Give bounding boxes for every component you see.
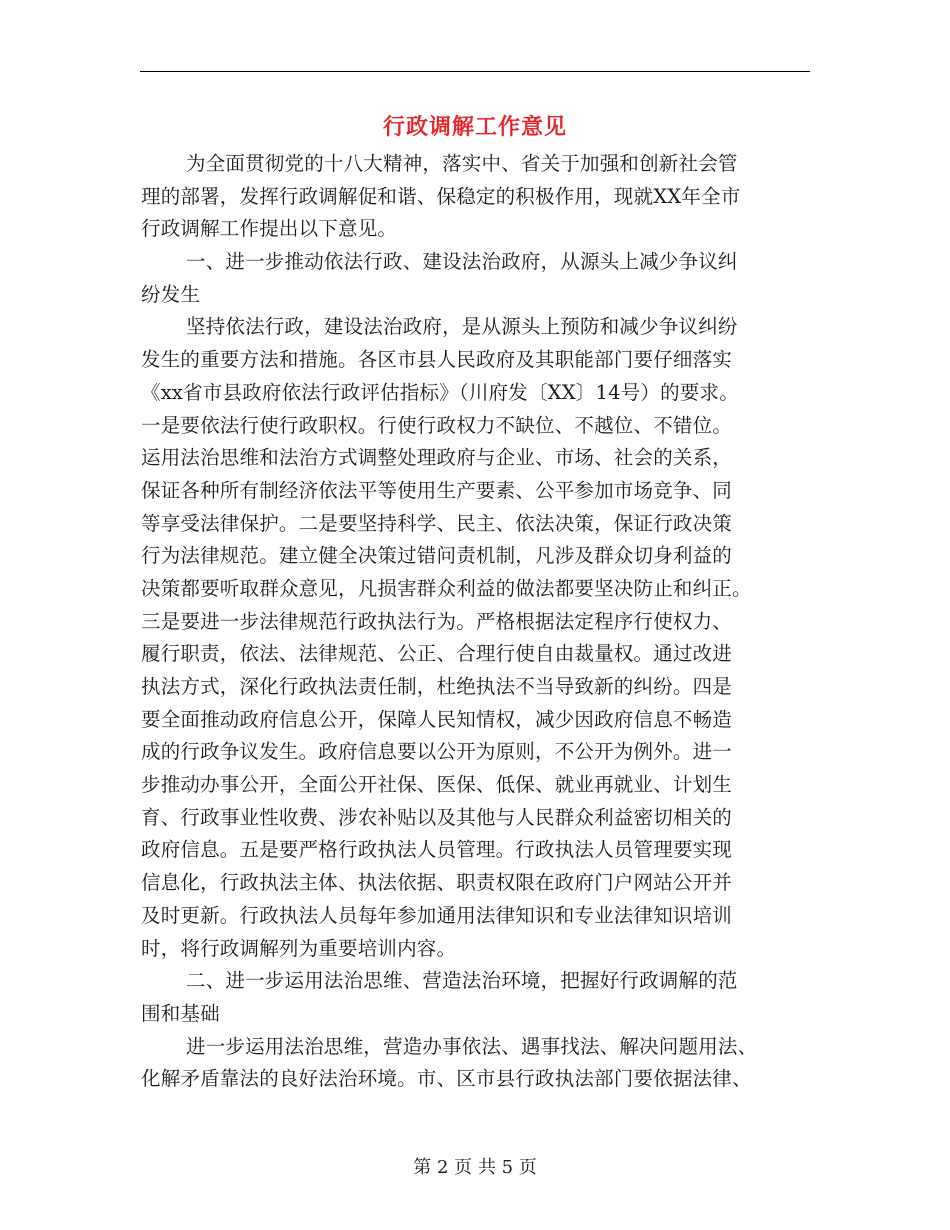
text-line: 履行职责，依法、法律规范、公正、合理行使自由裁量权。通过改进 — [141, 642, 733, 666]
text-line: 进一步运用法治思维，营造办事依法、遇事找法、解决问题用法、 — [186, 1034, 758, 1058]
text-line: 信息化，行政执法主体、执法依据、职责权限在政府门户网站公开并 — [141, 871, 733, 895]
text-line: 决策都要听取群众意见，凡损害群众利益的做法都要坚决防止和纠正。 — [141, 576, 752, 600]
text-line: 《xx省市县政府依法行政评估指标》（川府发〔XX〕14号）的要求。 — [141, 380, 739, 404]
text-line: 化解矛盾靠法的良好法治环境。市、区市县行政执法部门要依据法律、 — [141, 1067, 752, 1091]
header-rule — [140, 71, 810, 72]
text-line: 二、进一步运用法治思维、营造法治环境，把握好行政调解的范 — [186, 969, 738, 993]
text-line: 坚持依法行政，建设法治政府，是从源头上预防和减少争议纠纷 — [186, 315, 738, 339]
text-line: 一是要依法行使行政职权。行使行政权力不缺位、不越位、不错位。 — [141, 413, 733, 437]
text-line: 等享受法律保护。二是要坚持科学、民主、依法决策，保证行政决策 — [141, 511, 733, 535]
text-line: 及时更新。行政执法人员每年参加通用法律知识和专业法律知识培训 — [141, 903, 733, 927]
text-line: 发生的重要方法和措施。各区市县人民政府及其职能部门要仔细落实 — [141, 348, 733, 372]
text-line: 保证各种所有制经济依法平等使用生产要素、公平参加市场竞争、同 — [141, 478, 733, 502]
text-line: 步推动办事公开，全面公开社保、医保、低保、就业再就业、计划生 — [141, 773, 733, 797]
document-title: 行政调解工作意见 — [382, 114, 567, 140]
text-line: 行政调解工作提出以下意见。 — [141, 217, 398, 241]
text-line: 三是要进一步法律规范行政执法行为。严格根据法定程序行使权力、 — [141, 609, 733, 633]
text-line: 为全面贯彻党的十八大精神，落实中、省关于加强和创新社会管 — [186, 152, 738, 175]
text-line: 执法方式，深化行政执法责任制，杜绝执法不当导致新的纠纷。四是 — [141, 675, 733, 698]
text-line: 一、进一步推动依法行政、建设法治政府，从源头上减少争议纠 — [186, 250, 738, 274]
text-line: 成的行政争议发生。政府信息要以公开为原则，不公开为例外。进一 — [141, 740, 733, 764]
text-line: 育、行政事业性收费、涉农补贴以及其他与人民群众利益密切相关的 — [141, 805, 733, 829]
page-footer: 第 2 页 共 5 页 — [413, 1157, 537, 1178]
text-line: 政府信息。五是要严格行政执法人员管理。行政执法人员管理要实现 — [141, 838, 733, 862]
text-line: 运用法治思维和法治方式调整处理政府与企业、市场、社会的关系， — [141, 446, 733, 470]
document-body — [141, 148, 811, 1096]
text-line: 时，将行政调解列为重要培训内容。 — [141, 936, 457, 960]
text-line: 纷发生 — [141, 282, 201, 306]
text-line: 围和基础 — [141, 1001, 220, 1025]
text-line: 行为法律规范。建立健全决策过错问责机制，凡涉及群众切身利益的 — [141, 544, 733, 568]
text-line: 理的部署，发挥行政调解促和谐、保稳定的积极作用，现就XX年全市 — [141, 184, 741, 208]
text-line: 要全面推动政府信息公开，保障人民知情权，减少因政府信息不畅造 — [141, 707, 733, 731]
